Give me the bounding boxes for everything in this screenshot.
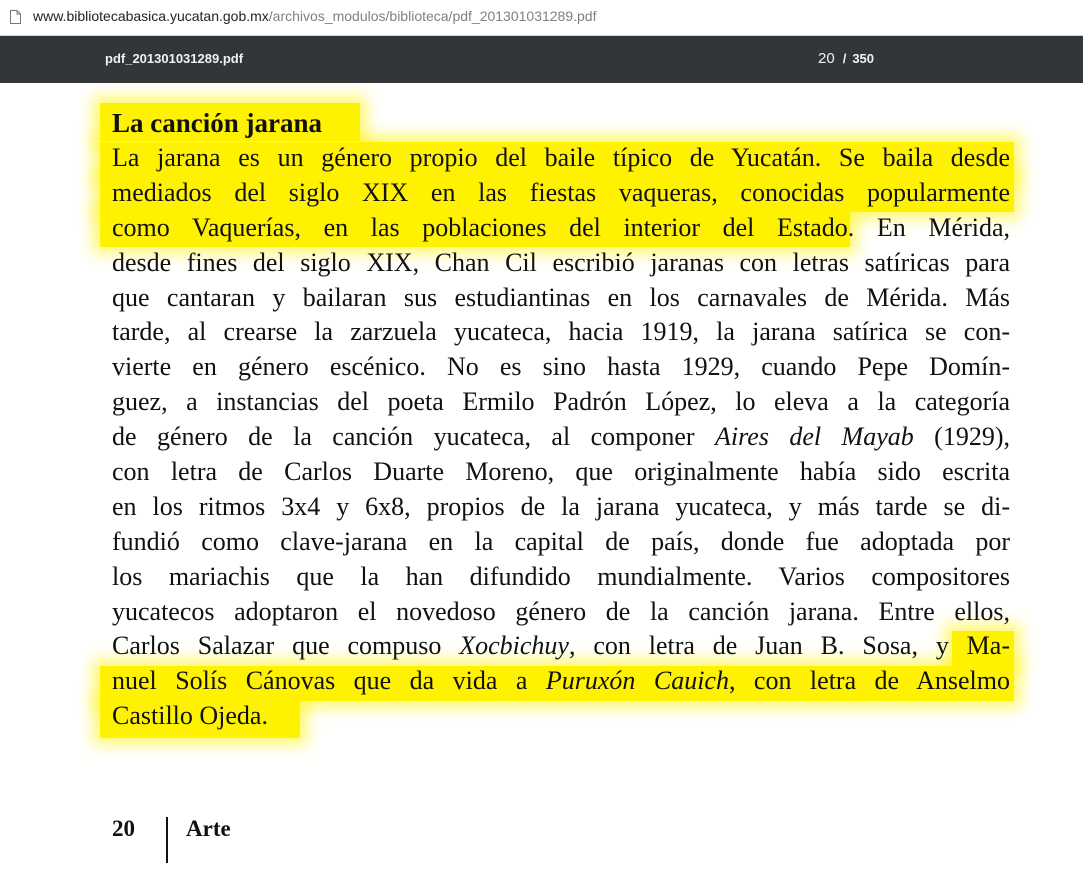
page-indicator <box>818 50 874 68</box>
article-text <box>112 105 1010 734</box>
text-segment: como Vaquerías, en las poblaciones del interior del Estado. En Mérida, <box>112 212 1010 242</box>
song-title: Aires del Mayab <box>715 422 914 452</box>
text-segment: fundió como clave-jarana en la capital de país, donde fue adoptada por <box>112 526 1010 556</box>
text-segment: nuel Solís Cánovas que da vida a <box>112 666 546 696</box>
text-line <box>112 595 1010 630</box>
text-line <box>112 246 1010 281</box>
text-segment: que cantaran y bailaran sus estudiantinas en los carnavales de Mérida. Más <box>112 282 1010 312</box>
address-bar[interactable] <box>0 0 1083 36</box>
text-segment: de género de la canción yucateca, al componer <box>112 422 715 452</box>
text-segment: los mariachis que la han difundido mundialmente. Varios compositores <box>112 561 1010 591</box>
text-segment: mediados del siglo XIX en las fiestas vaqueras, conocidas popularmente <box>112 177 1010 207</box>
text-segment: tarde, al crearse la zarzuela yucateca, hacia 1919, la jarana satírica se con- <box>112 317 1010 347</box>
song-title: Xocbichuy <box>459 631 569 661</box>
text-segment: en los ritmos 3x4 y 6x8, propios de la jarana yucateca, y más tarde se di- <box>112 491 1010 521</box>
text-segment: yucatecos adoptaron el novedoso género de la canción jarana. Entre ellos, <box>112 596 1010 626</box>
text-line <box>112 211 1010 246</box>
text-segment: Castillo Ojeda. <box>112 701 268 731</box>
text-line <box>112 420 1010 455</box>
page-icon <box>10 10 21 24</box>
pdf-filename: pdf_201301031289.pdf <box>105 51 244 66</box>
text-line <box>112 664 1010 699</box>
section-heading: La canción jarana <box>112 108 323 138</box>
text-line <box>112 176 1010 211</box>
text-line <box>112 315 1010 350</box>
song-title: Puruxón Cauich <box>545 666 729 696</box>
pdf-page <box>0 83 1083 871</box>
text-line <box>112 455 1010 490</box>
text-line <box>112 629 1010 664</box>
text-segment: , con letra de Anselmo <box>728 666 1010 696</box>
text-segment: Carlos Salazar que compuso <box>112 631 460 661</box>
text-line <box>112 490 1010 525</box>
text-line <box>112 350 1010 385</box>
url-domain: www.bibliotecabasica.yucatan.gob.mx <box>33 8 269 24</box>
pdf-toolbar <box>0 36 1083 83</box>
text-line <box>112 385 1010 420</box>
url-path: /archivos_modulos/biblioteca/pdf_201301031289.pdf <box>268 8 597 24</box>
text-line <box>112 699 1010 734</box>
url-text[interactable] <box>33 8 596 24</box>
footer-divider <box>166 817 168 863</box>
text-segment: desde fines del siglo XIX, Chan Cil escribió jaranas con letras satíricas para <box>112 247 1010 277</box>
text-segment: , con letra de Juan B. Sosa, y Ma- <box>568 631 1011 661</box>
footer-section-title: Arte <box>186 816 231 841</box>
text-segment: (1929), <box>913 422 1010 452</box>
page-separator: / <box>842 51 847 66</box>
footer-page-number: 20 <box>112 816 135 841</box>
article-paragraph <box>112 141 1010 734</box>
text-segment: vierte en género escénico. No es sino hasta 1929, cuando Pepe Domín- <box>112 352 1010 382</box>
text-segment: guez, a instancias del poeta Ermilo Padrón López, lo eleva a la categoría <box>112 387 1010 417</box>
text-line <box>112 525 1010 560</box>
total-pages: 350 <box>852 51 875 66</box>
text-segment: La jarana es un género propio del baile típico de Yucatán. Se baila desde <box>112 143 1010 172</box>
text-segment: con letra de Carlos Duarte Moreno, que originalmente había sido escrita <box>112 457 1010 487</box>
text-line <box>112 281 1010 316</box>
text-line <box>112 141 1010 176</box>
current-page-number[interactable]: 20 <box>818 50 835 67</box>
text-line <box>112 560 1010 595</box>
